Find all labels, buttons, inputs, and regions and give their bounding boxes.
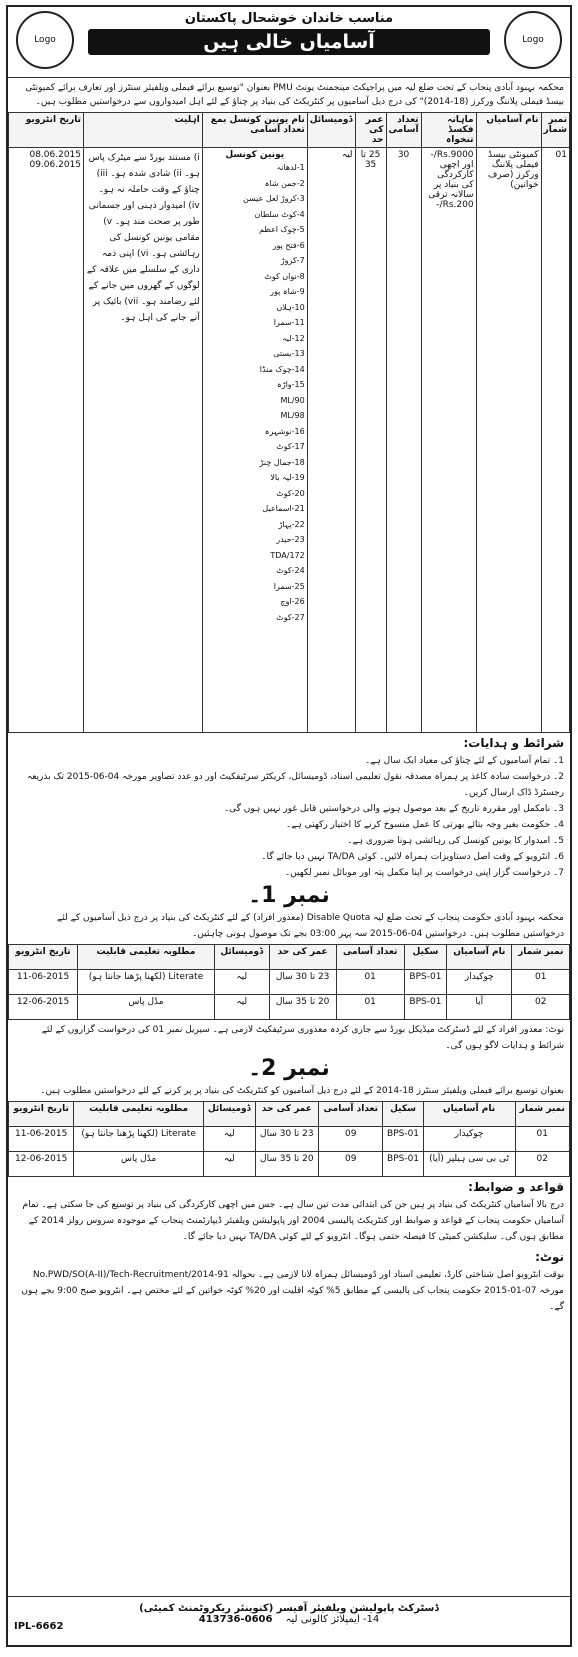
section1-intro: محکمہ بہبود آبادی حکومت پنجاب کے تحت ضلع لیہ Disable Quota (معذور افراد) کے لئے کنٹریکٹ کی بنیاد پر درج ذیل آسامیوں کے لئے درخواستیں مطلوب ہیں۔ درخواستیں 04-06-2015 سہ پہر 03:00 بجے تک موصول ہونی چاہئیں۔ — [57, 913, 564, 939]
cell-union-councils — [202, 148, 307, 733]
section2-col-header: تاریخ انٹرویو — [9, 1102, 74, 1127]
cell-interview: 08.06.2015 09.06.2015 — [9, 148, 84, 733]
conditions-list — [14, 753, 564, 881]
note — [8, 1247, 570, 1317]
table-cell: ٹی بی سی ہیلپر (آیا) — [423, 1152, 515, 1177]
main-col-header: تاریخ انٹرویو — [9, 113, 84, 148]
main-col-header: ماہانہ فکسڈ تنخواہ — [421, 113, 476, 148]
table-row — [9, 970, 570, 995]
section2-col-header: سکیل — [383, 1102, 423, 1127]
uc-item: 90/ML — [280, 395, 305, 405]
table-cell: 01 — [336, 995, 404, 1020]
uc-item: 20-کوٹ — [276, 488, 305, 498]
uc-item: 13-بستی — [273, 349, 305, 358]
section2-col-header: نمبر شمار — [515, 1102, 569, 1127]
table-cell: آیا — [447, 995, 512, 1020]
table-cell: لیہ — [203, 1152, 255, 1177]
section1-col-header: نام آسامیاں — [447, 945, 512, 970]
uc-item: 10-ہلاں — [276, 302, 305, 312]
table-cell: لیہ — [214, 995, 269, 1020]
cell-post: کمیونٹی بیسڈ فیملی پلاننگ ورکرز (صرف خواتین) — [476, 148, 541, 733]
main-col-header: ڈومیسائل — [307, 113, 355, 148]
uc-item: 7-کروڑ — [280, 256, 305, 265]
table-cell: 01 — [512, 970, 570, 995]
conditions-title: شرائط و ہدایات: — [463, 736, 564, 750]
cell-age: 25 تا 35 — [355, 148, 386, 733]
condition-item: 4۔ حکومت بغیر وجہ بتائے بھرتی کا عمل منسوخ کرنے کا اختیار رکھتی ہے۔ — [285, 820, 564, 830]
cell-count: 30 — [386, 148, 421, 733]
section1-col-header: مطلوبہ تعلیمی قابلیت — [78, 945, 215, 970]
header — [8, 7, 570, 78]
table-cell: لیہ — [203, 1127, 255, 1152]
section1-header — [9, 945, 570, 970]
cell-domicile: لیہ — [307, 148, 355, 733]
section2-col-header: تعداد آسامی — [319, 1102, 383, 1127]
section2-number: نمبر 2۔ — [248, 1056, 330, 1081]
table-cell: چوکیدار — [423, 1127, 515, 1152]
condition-item: 2۔ درخواست سادہ کاغذ پر ہمراہ مصدقہ نقول تعلیمی اسناد، ڈومیسائل، کریکٹر سرٹیفکیٹ اور دو عدد تصاویر مورخہ 04-06-2015 تک بذریعہ رجسٹرڈ ڈاک ارسال کریں۔ — [26, 772, 564, 798]
section2-header — [9, 1102, 570, 1127]
section2-col-header: عمر کی حد — [255, 1102, 318, 1127]
main-col-header: نام آسامیاں — [476, 113, 541, 148]
uc-item: 12-لیہ — [282, 333, 305, 343]
section2-col-header: ڈومیسائل — [203, 1102, 255, 1127]
uc-item: 17-کوٹ — [276, 442, 305, 451]
table-row — [9, 1152, 570, 1177]
section1-col-header: تاریخ انٹرویو — [9, 945, 78, 970]
section1-body — [9, 970, 570, 1020]
main-col-header: تعداد آسامی — [386, 113, 421, 148]
government-logo: Logo — [504, 11, 562, 69]
uc-item: 3-کروڑ لعل عیسن — [242, 194, 305, 203]
table-cell: 11-06-2015 — [9, 970, 78, 995]
section1-col-header: نمبر شمار — [512, 945, 570, 970]
table-cell: 01 — [515, 1127, 569, 1152]
table-cell: 23 تا 30 سال — [255, 1127, 318, 1152]
uc-item: 18-جمال چنڑ — [259, 457, 305, 467]
section1-col-header: عمر کی حد — [269, 945, 336, 970]
table-cell: BPS-01 — [383, 1152, 423, 1177]
table-cell: Literate (لکھنا پڑھنا جانتا ہو) — [74, 1127, 203, 1152]
main-col-header: اہلیت — [84, 113, 203, 148]
table-cell: 02 — [515, 1152, 569, 1177]
uc-item: 21-اسماعیل — [262, 504, 305, 513]
uc-item: 9-شاہ پور — [270, 287, 305, 296]
table-cell: مڈل پاس — [74, 1152, 203, 1177]
table-row — [9, 995, 570, 1020]
uc-item: 23-حیدر — [276, 535, 305, 544]
table-cell: 01 — [336, 970, 404, 995]
note-text: بوقت انٹرویو اصل شناختی کارڈ، تعلیمی اسناد اور ڈومیسائل ہمراہ لانا لازمی ہے۔ بحوالہ No.PWD/SO(A-II)/Tech-Recruitment/2014-91 مورخہ 07-01-2015 حکومت پنجاب کی پالیسی کے مطابق 5% کوٹہ اقلیت اور 20% کوٹہ خواتین کے لئے مختص ہے۔ انٹرویو صبح 9:00 بجے ہوں گے۔ — [21, 1270, 564, 1312]
conditions — [8, 733, 570, 883]
table-row — [9, 1127, 570, 1152]
uc-list — [205, 160, 305, 625]
section1-col-header: سکیل — [404, 945, 446, 970]
table-cell: چوکیدار — [447, 970, 512, 995]
table-cell: 12-06-2015 — [9, 995, 78, 1020]
uc-item: 15-واڑہ — [277, 380, 305, 389]
footer — [8, 1596, 570, 1645]
uc-item: 27-کوٹ — [276, 612, 305, 622]
section2-table — [8, 1101, 570, 1177]
uc-item: 98/ML — [280, 411, 305, 420]
section1-note: نوٹ: معذور افراد کے لئے ڈسٹرکٹ میڈیکل بورڈ سے جاری کردہ معذوری سرٹیفکیٹ لازمی ہے۔ سیریل نمبر 01 کی درخواست گزاروں کے لئے شرائط و ہدایات لاگو ہوں گی۔ — [41, 1025, 564, 1051]
page-title: آسامیاں خالی ہیں — [88, 29, 490, 55]
motto: مناسب خاندان خوشحال پاکستان — [184, 11, 394, 26]
section2-col-header: نام آسامیاں — [423, 1102, 515, 1127]
condition-item: 1۔ تمام آسامیوں کے لئے چناؤ کی معیاد ایک سال ہے۔ — [365, 756, 564, 766]
table-cell: BPS-01 — [383, 1127, 423, 1152]
main-col-header: عمر کی حد — [355, 113, 386, 148]
footer-address: 14- ایمپلائز کالونی لیہ — [285, 1614, 380, 1625]
uc-item: 5-چوک اعظم — [259, 225, 305, 234]
department-logo: Logo — [16, 11, 74, 69]
intro-text: محکمہ بہبود آبادی پنجاب کے تحت ضلع لیہ میں پراجیکٹ مینجمنٹ یونٹ PMU بعنوان "توسیع برائے فیملی ویلفیئر سنٹرز اور تعارف برائے کمیونٹی بیسڈ فیملی پلاننگ ورکرز (18-2014)" کی درج ذیل آسامیوں پر کنٹریکٹ کی بنیاد پر چناؤ کے لئے اہل امیدواروں سے درخواستیں مطلوب ہیں۔ — [25, 83, 564, 107]
footer-office: ڈسٹرکٹ پاپولیشن ویلفیئر آفیسر (کنوینئر ریکروٹمنٹ کمیٹی) — [139, 1603, 439, 1614]
table-cell: 20 تا 35 سال — [255, 1152, 318, 1177]
note-title: نوٹ: — [535, 1250, 564, 1264]
uc-item: 25-سمرا — [273, 581, 305, 591]
table-cell: 11-06-2015 — [9, 1127, 74, 1152]
section1-number: نمبر 1۔ — [248, 883, 330, 908]
footer-phone: 0606-413736 — [198, 1614, 273, 1625]
uc-item: 16-نوشہرہ — [264, 426, 305, 436]
table-cell: مڈل پاس — [78, 995, 215, 1020]
rules-title: قواعد و ضوابط: — [468, 1180, 564, 1194]
uc-item: 24-کوٹ — [276, 566, 305, 575]
cell-eligibility: i) مستند بورڈ سے میٹرک پاس ہو۔ ii) شادی شدہ ہو۔ iii) چناؤ کے وقت حاملہ نہ ہو۔ iv) امیدوار ذہنی اور جسمانی طور پر صحت مند ہو۔ v) مقامی یونین کونسل کی رہائشی ہو۔ vi) اپنی ذمہ داری کے سلسلے میں علاقہ کے لوگوں کے گھروں میں جانے کے لئے رضامند ہو۔ vii) بائیک پر آنے جانے کی اہل ہو۔ — [84, 148, 203, 733]
table-cell: 09 — [319, 1152, 383, 1177]
main-table-header — [9, 113, 570, 148]
uc-item: 4-کوٹ سلطان — [254, 209, 305, 219]
section1-col-header: ڈومیسائل — [214, 945, 269, 970]
main-col-header: نمبر شمار — [541, 113, 569, 148]
rules — [8, 1177, 570, 1247]
table-cell: 02 — [512, 995, 570, 1020]
main-table-row — [9, 148, 570, 733]
table-cell: 20 تا 35 سال — [269, 995, 336, 1020]
table-cell: BPS-01 — [404, 970, 446, 995]
uc-item: 19-لیہ بالا — [270, 473, 305, 482]
main-col-header: نام یونین کونسل بمع تعداد آسامی — [202, 113, 307, 148]
uc-item: 11-سمرا — [273, 318, 305, 327]
section2-col-header: مطلوبہ تعلیمی قابلیت — [74, 1102, 203, 1127]
section2-intro: بعنوان توسیع برائے فیملی ویلفیئر سنٹرز 18-2014 کے لئے درج ذیل آسامیوں کو کنٹریکٹ کی بنیاد پر پر کرنے کے لئے درخواستیں مطلوب ہیں۔ — [40, 1086, 564, 1096]
table-cell: BPS-01 — [404, 995, 446, 1020]
table-cell: Literate (لکھنا پڑھنا جانتا ہو) — [78, 970, 215, 995]
cell-sr: 01 — [541, 148, 569, 733]
cell-salary: Rs.9000/- اور اچھی کارکردگی کی بنیاد پر سالانہ ترقی Rs.200/- — [421, 148, 476, 733]
section1-col-header: تعداد آسامی — [336, 945, 404, 970]
table-cell: لیہ — [214, 970, 269, 995]
uc-item: 14-چوک منڈا — [259, 364, 305, 374]
table-cell: 23 تا 30 سال — [269, 970, 336, 995]
condition-item: 5۔ امیدوار کا یونین کونسل کی رہائشی ہونا ضروری ہے۔ — [347, 836, 564, 846]
ipl-code: IPL-6662 — [14, 1621, 64, 1632]
condition-item: 6۔ انٹرویو کے وقت اصل دستاویزات ہمراہ لائیں۔ کوئی TA/DA نہیں دیا جائے گا۔ — [261, 852, 564, 862]
section1-table — [8, 944, 570, 1020]
condition-item: 7۔ درخواست گزار اپنی درخواست پر اپنا مکمل پتہ اور موبائل نمبر لکھیں۔ — [284, 868, 564, 878]
table-cell: 12-06-2015 — [9, 1152, 74, 1177]
uc-title: یونین کونسل — [225, 150, 285, 160]
uc-item: 8-نواں کوٹ — [264, 271, 305, 281]
rules-text: درج بالا آسامیاں کنٹریکٹ کی بنیاد پر ہیں جن کی ابتدائی مدت تین سال ہے۔ جس میں اچھی کارکردگی کی بنیاد پر توسیع کی جا سکتی ہے۔ تمام آسامیاں حکومت پنجاب کے قواعد و ضوابط اور کنٹریکٹ پالیسی 2004 اور پاپولیشن ویلفیئر ڈیپارٹمنٹ پنجاب کے موجودہ سروس رولز 2014 کے مطابق ہوں گی۔ سلیکشن کمیٹی کا فیصلہ حتمی ہوگا۔ انٹرویو کے لئے کوئی TA/DA نہیں دیا جائے گا۔ — [22, 1200, 564, 1242]
section2-body — [9, 1127, 570, 1177]
uc-item: 2-جمن شاہ — [264, 178, 305, 188]
main-table — [8, 112, 570, 733]
uc-item: 1-لدھانہ — [276, 163, 305, 172]
uc-item: 26-اوچ — [280, 597, 305, 606]
uc-item: 6-فتح پور — [272, 240, 305, 250]
advertisement-page — [6, 5, 572, 1647]
uc-item: 172/TDA — [270, 550, 305, 560]
condition-item: 3۔ نامکمل اور مقررہ تاریخ کے بعد موصول ہونے والی درخواستیں قابل غور نہیں ہوں گی۔ — [223, 804, 564, 814]
uc-item: 22-پہاڑ — [278, 519, 305, 529]
table-cell: 09 — [319, 1127, 383, 1152]
